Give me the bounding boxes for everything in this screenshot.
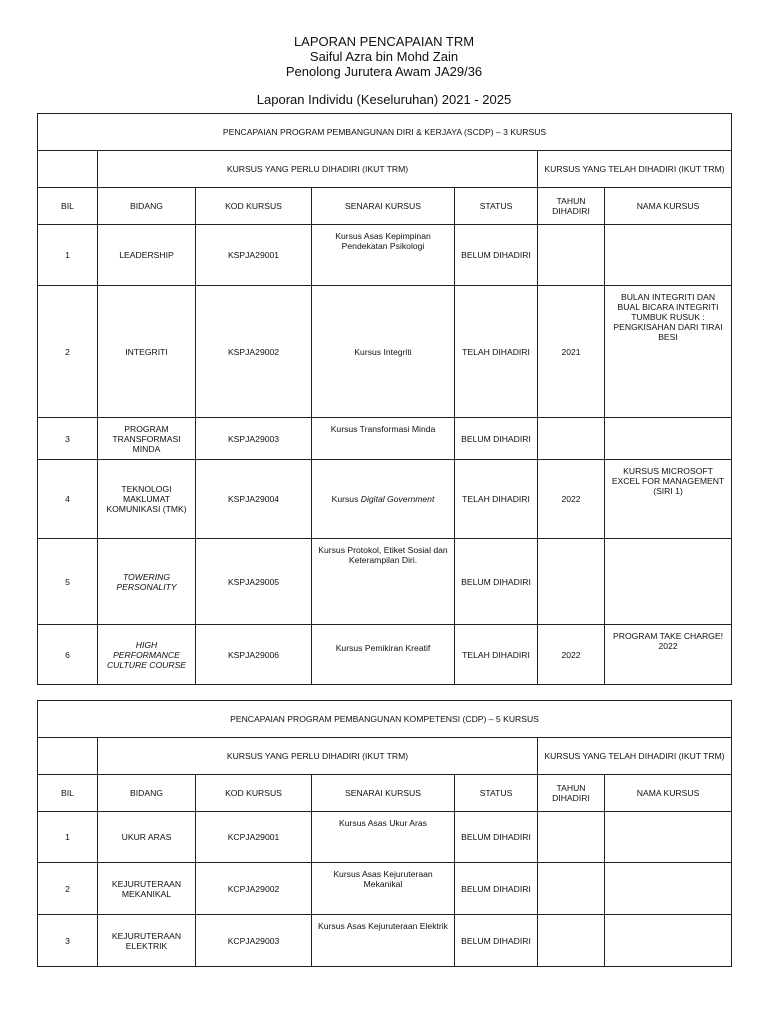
col-nama: NAMA KURSUS (605, 775, 732, 812)
cell-senarai: Kursus Transformasi Minda (312, 418, 455, 460)
col-status: STATUS (455, 188, 538, 225)
col-tahun: TAHUN DIHADIRI (538, 188, 605, 225)
table-row (38, 460, 732, 539)
cdp-table (37, 700, 732, 967)
cell-status: TELAH DIHADIRI (455, 460, 538, 539)
cell-bil: 5 (38, 539, 98, 625)
cell-tahun (538, 915, 605, 967)
cell-bil: 6 (38, 625, 98, 685)
cell-nama (605, 539, 732, 625)
col-bidang: BIDANG (98, 775, 196, 812)
cell-status: BELUM DIHADIRI (455, 225, 538, 286)
cell-bidang: HIGH PERFORMANCE CULTURE COURSE (98, 625, 196, 685)
cell-nama: BULAN INTEGRITI DAN BUAL BICARA INTEGRITI TUMBUK RUSUK : PENGKISAHAN DARI TIRAI BESI (605, 286, 732, 418)
cell-nama (605, 418, 732, 460)
table-row (38, 225, 732, 286)
empty-cell (38, 738, 98, 775)
table-row (38, 812, 732, 863)
table-row (38, 863, 732, 915)
col-status: STATUS (455, 775, 538, 812)
cell-senarai: Kursus Protokol, Etiket Sosial dan Keterampilan Diri. (312, 539, 455, 625)
table-row (38, 286, 732, 418)
cell-tahun (538, 225, 605, 286)
table-row (38, 539, 732, 625)
cell-senarai (312, 460, 455, 539)
cell-nama: KURSUS MICROSOFT EXCEL FOR MANAGEMENT (SIRI 1) (605, 460, 732, 539)
employee-position: Penolong Jurutera Awam JA29/36 (285, 64, 483, 79)
col-bidang: BIDANG (98, 188, 196, 225)
cell-senarai: Kursus Asas Kepimpinan Pendekatan Psikologi (312, 225, 455, 286)
col-nama: NAMA KURSUS (605, 188, 732, 225)
cell-status: BELUM DIHADIRI (455, 915, 538, 967)
group-required-header: KURSUS YANG PERLU DIHADIRI (IKUT TRM) (98, 738, 538, 775)
col-bil: BIL (38, 775, 98, 812)
cell-nama (605, 225, 732, 286)
empty-cell (38, 151, 98, 188)
cell-bil: 4 (38, 460, 98, 539)
cell-status: BELUM DIHADIRI (455, 812, 538, 863)
cell-bil: 1 (38, 812, 98, 863)
cell-kod: KSPJA29004 (196, 460, 312, 539)
cell-bil: 1 (38, 225, 98, 286)
cell-bil: 2 (38, 863, 98, 915)
cell-bidang: INTEGRITI (98, 286, 196, 418)
cell-tahun: 2022 (538, 460, 605, 539)
cell-tahun (538, 812, 605, 863)
report-title: LAPORAN PENCAPAIAN TRM (293, 34, 475, 49)
section-title: PENCAPAIAN PROGRAM PEMBANGUNAN KOMPETENSI (CDP) – 5 KURSUS (38, 701, 732, 738)
cell-kod: KCPJA29003 (196, 915, 312, 967)
cell-status: BELUM DIHADIRI (455, 863, 538, 915)
cell-nama (605, 812, 732, 863)
col-kod: KOD KURSUS (196, 188, 312, 225)
cell-bidang: PROGRAM TRANSFORMASI MINDA (98, 418, 196, 460)
cell-tahun (538, 418, 605, 460)
scdp-table (37, 113, 732, 685)
cell-tahun (538, 863, 605, 915)
cell-kod: KCPJA29001 (196, 812, 312, 863)
cell-status: TELAH DIHADIRI (455, 286, 538, 418)
cell-kod: KSPJA29003 (196, 418, 312, 460)
cell-nama: PROGRAM TAKE CHARGE! 2022 (605, 625, 732, 685)
cell-senarai: Kursus Integriti (312, 286, 455, 418)
cell-bil: 3 (38, 418, 98, 460)
group-attended-header: KURSUS YANG TELAH DIHADIRI (IKUT TRM) (538, 738, 732, 775)
cell-bidang: KEJURUTERAAN ELEKTRIK (98, 915, 196, 967)
col-kod: KOD KURSUS (196, 775, 312, 812)
cell-bidang: TEKNOLOGI MAKLUMAT KOMUNIKASI (TMK) (98, 460, 196, 539)
table-row (38, 915, 732, 967)
cell-senarai: Kursus Asas Ukur Aras (312, 812, 455, 863)
senarai-italic: Digital Government (360, 494, 435, 504)
group-attended-header: KURSUS YANG TELAH DIHADIRI (IKUT TRM) (538, 151, 732, 188)
cell-kod: KCPJA29002 (196, 863, 312, 915)
cell-senarai: Kursus Asas Kejuruteraan Mekanikal (312, 863, 455, 915)
report-period: Laporan Individu (Keseluruhan) 2021 - 2025 (256, 92, 512, 107)
cell-status: BELUM DIHADIRI (455, 539, 538, 625)
cell-tahun: 2022 (538, 625, 605, 685)
report-header (0, 0, 768, 107)
cell-nama (605, 863, 732, 915)
table-row (38, 625, 732, 685)
section-title: PENCAPAIAN PROGRAM PEMBANGUNAN DIRI & KERJAYA (SCDP) – 3 KURSUS (38, 114, 732, 151)
cell-tahun (538, 539, 605, 625)
cell-status: BELUM DIHADIRI (455, 418, 538, 460)
cell-bil: 3 (38, 915, 98, 967)
senarai-prefix: Kursus (331, 494, 361, 504)
cell-senarai: Kursus Asas Kejuruteraan Elektrik (312, 915, 455, 967)
col-tahun: TAHUN DIHADIRI (538, 775, 605, 812)
col-senarai: SENARAI KURSUS (312, 188, 455, 225)
employee-name: Saiful Azra bin Mohd Zain (309, 49, 459, 64)
cell-bidang: TOWERING PERSONALITY (98, 539, 196, 625)
cell-senarai: Kursus Pemikiran Kreatif (312, 625, 455, 685)
cell-bidang: UKUR ARAS (98, 812, 196, 863)
cell-kod: KSPJA29001 (196, 225, 312, 286)
col-bil: BIL (38, 188, 98, 225)
cell-bidang: KEJURUTERAAN MEKANIKAL (98, 863, 196, 915)
cell-bil: 2 (38, 286, 98, 418)
cell-nama (605, 915, 732, 967)
cell-tahun: 2021 (538, 286, 605, 418)
col-senarai: SENARAI KURSUS (312, 775, 455, 812)
cell-kod: KSPJA29002 (196, 286, 312, 418)
cell-kod: KSPJA29005 (196, 539, 312, 625)
cell-kod: KSPJA29006 (196, 625, 312, 685)
group-required-header: KURSUS YANG PERLU DIHADIRI (IKUT TRM) (98, 151, 538, 188)
table-row (38, 418, 732, 460)
cell-bidang: LEADERSHIP (98, 225, 196, 286)
cell-status: TELAH DIHADIRI (455, 625, 538, 685)
